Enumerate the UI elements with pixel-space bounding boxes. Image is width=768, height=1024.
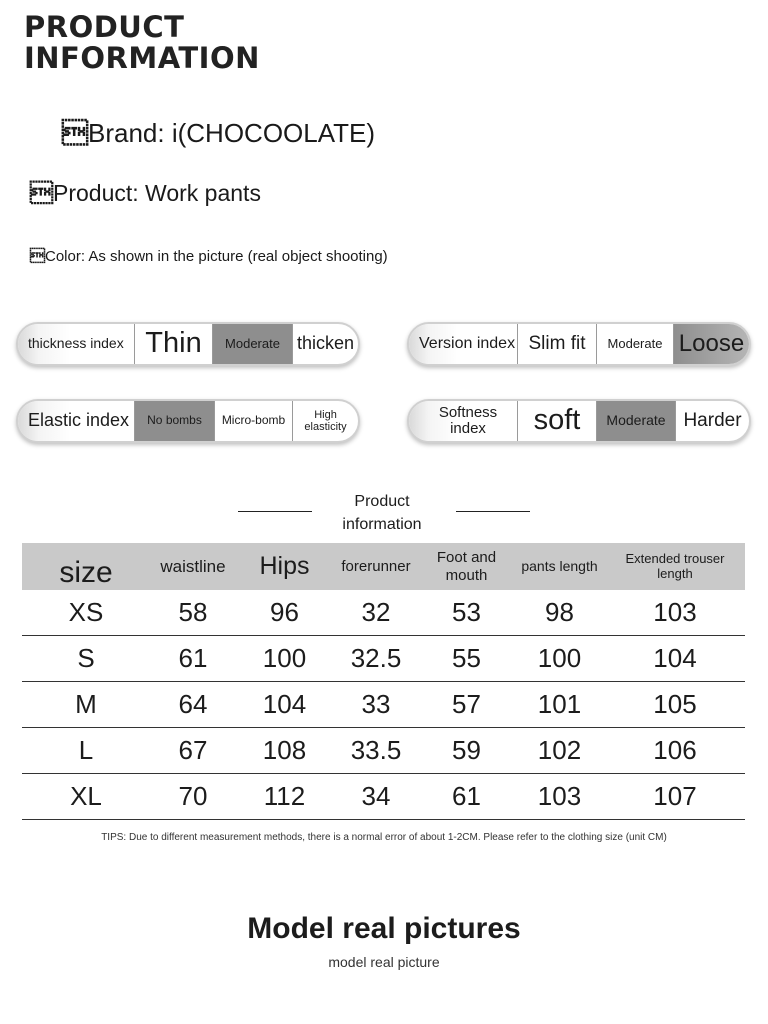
table-cell: 100	[514, 636, 605, 682]
section-title-rule-right	[456, 511, 530, 512]
size-section-title-line-1: Product	[354, 493, 410, 510]
table-cell: 58	[150, 590, 236, 636]
table-row	[22, 590, 745, 636]
table-header-row	[22, 543, 745, 590]
model-section-subtitle: model real picture	[328, 954, 440, 970]
page-title	[24, 12, 424, 74]
table-cell: 104	[605, 636, 745, 682]
table-cell: 103	[514, 774, 605, 820]
table-cell: 61	[150, 636, 236, 682]
table-cell: XS	[22, 590, 150, 636]
size-section-title-line-2: information	[342, 516, 422, 533]
table-cell: 98	[514, 590, 605, 636]
table-cell: 70	[150, 774, 236, 820]
color-text: Color: As shown in the picture (real object shooting)	[45, 248, 388, 265]
table-cell: 59	[419, 728, 514, 774]
version-option-moderate: Moderate	[596, 324, 673, 364]
page-title-line-1: PRODUCT	[24, 10, 185, 44]
table-cell: 106	[605, 728, 745, 774]
header-foot-and-mouth: Foot and mouth	[419, 543, 514, 590]
header-forerunner: forerunner	[333, 543, 419, 590]
version-option-loose: Loose	[673, 324, 749, 364]
table-cell: 32	[333, 590, 419, 636]
table-row	[22, 682, 745, 728]
table-cell: 101	[514, 682, 605, 728]
table-cell: 33	[333, 682, 419, 728]
elastic-option-high-elasticity: High elasticity	[292, 401, 358, 441]
header-extended-trouser-length: Extended trouser length	[605, 543, 745, 590]
table-cell: S	[22, 636, 150, 682]
table-cell: 96	[236, 590, 333, 636]
table-cell: 34	[333, 774, 419, 820]
softness-option-harder: Harder	[675, 401, 749, 441]
bullet-icon: 	[62, 118, 88, 148]
version-index-label: Version index	[409, 324, 517, 364]
page-title-line-2: INFORMATION	[24, 41, 260, 75]
thickness-option-thicken: thicken	[292, 324, 358, 364]
thickness-index-pill	[16, 322, 360, 366]
brand-line	[62, 118, 375, 149]
table-cell: 107	[605, 774, 745, 820]
table-row	[22, 728, 745, 774]
thickness-index-label: thickness index	[18, 324, 134, 364]
table-cell: 32.5	[333, 636, 419, 682]
softness-option-soft: soft	[517, 401, 596, 441]
elastic-index-label: Elastic index	[18, 401, 134, 441]
elastic-option-no-bombs: No bombs	[134, 401, 214, 441]
table-cell: 33.5	[333, 728, 419, 774]
model-section-title: Model real pictures	[247, 912, 521, 945]
softness-option-moderate: Moderate	[596, 401, 675, 441]
table-row	[22, 774, 745, 820]
table-cell: 108	[236, 728, 333, 774]
section-title-rule-left	[238, 511, 312, 512]
table-cell: 103	[605, 590, 745, 636]
table-cell: M	[22, 682, 150, 728]
elastic-index-pill	[16, 399, 360, 443]
header-hips: Hips	[236, 543, 333, 590]
table-row	[22, 636, 745, 682]
thickness-option-thin: Thin	[134, 324, 212, 364]
table-cell: 67	[150, 728, 236, 774]
version-option-slim-fit: Slim fit	[517, 324, 596, 364]
table-cell: 64	[150, 682, 236, 728]
table-cell: 61	[419, 774, 514, 820]
size-section-title	[312, 490, 452, 536]
table-cell: 100	[236, 636, 333, 682]
elastic-option-micro-bomb: Micro-bomb	[214, 401, 292, 441]
table-cell: 53	[419, 590, 514, 636]
bullet-icon: 	[30, 248, 45, 265]
size-table	[22, 543, 745, 820]
softness-index-label: Softness index	[409, 401, 517, 441]
table-cell: 112	[236, 774, 333, 820]
product-text: Product: Work pants	[53, 180, 261, 206]
product-line	[30, 180, 261, 207]
header-pants-length: pants length	[514, 543, 605, 590]
table-cell: 105	[605, 682, 745, 728]
version-index-pill	[407, 322, 751, 366]
table-cell: L	[22, 728, 150, 774]
thickness-option-moderate: Moderate	[212, 324, 292, 364]
table-cell: 57	[419, 682, 514, 728]
table-cell: 55	[419, 636, 514, 682]
header-size: size	[22, 543, 150, 590]
softness-index-pill	[407, 399, 751, 443]
bullet-icon: 	[30, 180, 53, 206]
brand-text: Brand: i(CHOCOOLATE)	[88, 118, 376, 148]
table-cell: XL	[22, 774, 150, 820]
color-line	[30, 248, 388, 265]
tips-note: TIPS: Due to different measurement methods, there is a normal error of about 1-2CM. Please refer to the clothing size (unit CM)	[101, 832, 667, 843]
table-cell: 104	[236, 682, 333, 728]
header-waistline: waistline	[150, 543, 236, 590]
table-cell: 102	[514, 728, 605, 774]
